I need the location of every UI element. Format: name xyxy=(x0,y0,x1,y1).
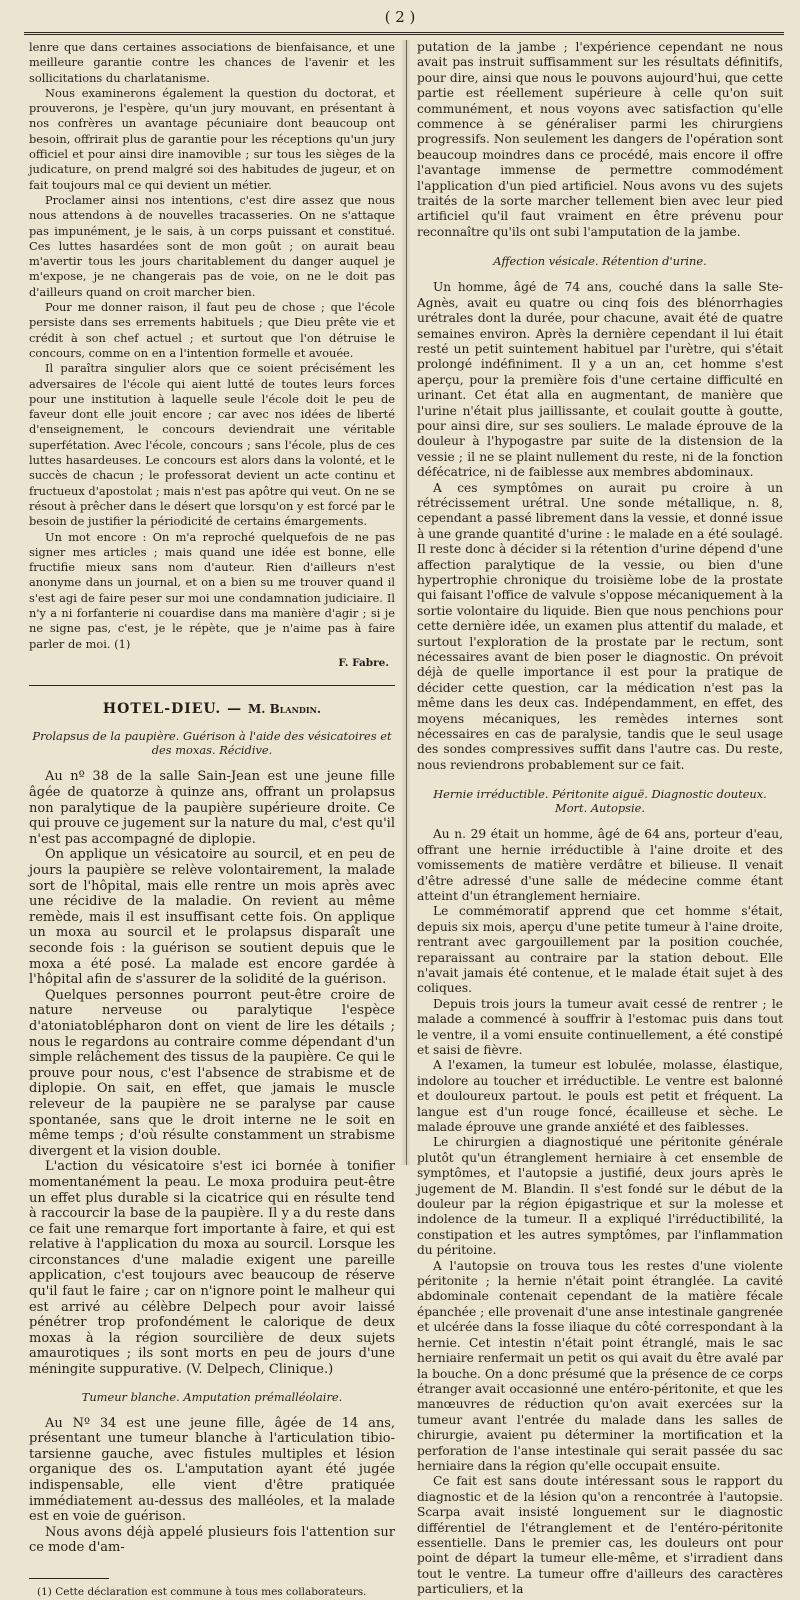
right-column xyxy=(417,40,783,1598)
paragraph: putation de la jambe ; l'expérience cependant ne nous avait pas instruit suffisamment sur les résultats définitifs, pour dire, ainsi que nous le pouvons aujourd'hui, que cette partie est réellement supérieure à celle qu'on suit communément, et nous voyons avec satisfaction qu'elle commence à se généraliser parmi les chirurgiens progressifs. Non seulement les dangers de l'opération sont beaucoup moindres dans ce procédé, mais encore il offre l'avantage immense de permettre commodément l'application d'un pied artificiel. Nous avons vu des sujets traités de la sorte marcher tellement bien avec leur pied artificiel qu'il faut vraiment en être prévenu pour reconnaître qu'ils ont subi l'amputation de la jambe. xyxy=(417,40,783,239)
case-title: Affection vésicale. Rétention d'urine. xyxy=(493,254,707,269)
paragraph: Un homme, âgé de 74 ans, couché dans la salle Ste-Agnès, avait eu quatre ou cinq fois des blénorrhagies urétrales dont la durée, pour chacune, avait été de quatre semaines environ. Après la dernière cependant il lui était resté un petit suintement habituel par l'urètre, qui s'était prolongé indéfiniment. Il y a un an, cet homme s'est aperçu, pour la première fois d'une certaine difficulté en urinant. Cet état alla en augmentant, de manière que l'urine n'était plus jaillissante, et coulait goutte à goutte, pour ainsi dire, sur ses souliers. Le malade éprouve de la douleur à l'hypogastre par suite de la distension de la vessie ; il ne se plaint nullement du reste, ni de la fonction défécatrice, ni de faiblesse aux membres abdominaux. xyxy=(417,280,783,480)
paragraph: L'action du vésicatoire s'est ici bornée à tonifier momentanément la peau. Le moxa produira peut-être un effet plus durable si la cicatrice qui en résulte tend à raccourcir la base de la paupière. Il y a du reste dans ce fait une remarque fort importante à faire, et qui est relative à l'application du moxa au sourcil. Lorsque les circonstances d'une maladie exigent une pareille application, c'est toujours avec beaucoup de réserve qu'il faut le faire ; car on n'ignore point le malheur qui est arrivé au célèbre Delpech pour avoir laissé pénétrer trop profondément le calorique de deux moxas à la région sourcilière de deux sujets amaurotiques ; ils sont morts en peu de jours d'une méningite suppurative. (V. Delpech, Clinique.) xyxy=(29,1159,395,1378)
footnote-rule xyxy=(29,1578,109,1579)
paragraph: Il paraîtra singulier alors que ce soient précisément les adversaires de l'école qui aient lutté de toutes leurs forces pour une institution à laquelle seule l'école doit le peu de faveur dont elle jouit encore ; car avec nos idées de liberté d'enseignement, le concours deviendrait une véritable superfétation. Avec l'école, concours ; sans l'école, plus de ces luttes hasardeuses. Le concours est alors dans la volonté, et le succès de chacun ; le professorat devient un acte continu et fructueux d'apostolat ; mais n'est pas apôtre qui veut. On ne se résout à prêcher dans le désert que lorsqu'on y est forcé par le besoin de justifier la périodicité de certains émargements. xyxy=(29,361,395,529)
paragraph: Un mot encore : On m'a reproché quelquefois de ne pas signer mes articles ; mais quand une idée est bonne, elle fructifie mieux sans nom d'auteur. Rien d'ailleurs n'est anonyme dans un journal, et on a bien su me trouver quand il s'est agi de faire peser sur moi une condamnation judiciaire. Il n'y a ni forfanterie ni couardise dans ma manière d'agir ; si je ne signe pas, c'est, je le répète, que je n'aime pas à faire parler de moi. (1) xyxy=(29,529,395,651)
paragraph: Quelques personnes pourront peut-être croire de nature nerveuse ou paralytique l'espèce d'atoniatoblépharon dont on vient de lire les détails ; nous le regardons au contraire comme dépendant d'un simple relâchement des tissus de la paupière. Ce qui le prouve pour nous, c'est l'absence de strabisme et de diplopie. On sait, en effet, que jamais le muscle releveur de la paupière ne se paralyse par cause spontanée, sans que le droit interne ne le soit en même temps ; d'où résulte constamment un strabisme divergent et la vision double. xyxy=(29,987,395,1159)
section-heading xyxy=(29,702,395,717)
header-rule xyxy=(24,32,784,35)
paragraph: Au n. 29 était un homme, âgé de 64 ans, porteur d'eau, offrant une hernie irréductible à l'aine droite et des vomissements de matière verdâtre et bilieuse. Il venait d'être adressé d'une salle de médecine comme étant atteint d'un étranglement herniaire. xyxy=(417,827,783,903)
paragraph: Le chirurgien a diagnostiqué une péritonite générale plutôt qu'un étranglement herniaire à cet ensemble de symptômes, et l'autopsie a justifié, deux jours après le jugement de M. Blandin. Il s'est fondé sur le début de la douleur par la région épigastrique et sur la molesse et indolence de la tumeur. Il a expliqué l'irréductibilité, la constipation et les autres symptômes, par l'inflammation du péritoine. xyxy=(417,1135,783,1258)
section-chief: M. Blandin. xyxy=(247,702,322,717)
paragraph: A ces symptômes on aurait pu croire à un rétrécissement urétral. Une sonde métallique, n. 8, cependant a passé librement dans la vessie, et donné issue à une grande quantité d'urine : le malade en a été soulagé. Il reste donc à décider si la rétention d'urine dépend d'une affection paralytique de la vessie, ou bien d'une hypertrophie chronique du troisième lobe de la prostate qui faisant l'office de valvule s'oppose mécaniquement à la sortie volontaire du liquide. Bien que nous penchions pour cette dernière idée, un examen plus attentif du malade, et surtout l'exploration de la prostate par le rectum, sont nécessaires avant de bien poser le diagnostic. On prévoit déjà de quelle importance il est pour la pratique de décider cette question, car la médication n'est pas la même dans les deux cas. Indépendamment, en effet, des moyens mécaniques, les remèdes internes sont nécessaires en cas de paralysie, tandis que le seul usage des sondes compressives suffit dans l'autre cas. Du reste, nous reviendrons probablement sur ce fait. xyxy=(417,480,783,772)
section-rule xyxy=(29,685,395,686)
paragraph: Ce fait est sans doute intéressant sous le rapport du diagnostic et de la lésion qu'on a rencontrée à l'autopsie. Scarpa avait insisté longuement sur le diagnostic différentiel de l'étranglement et de l'entéro-péritonite essentielle. Dans le premier cas, les douleurs ont pour point de départ la tumeur elle-même, et s'irradient dans tout le ventre. La tumeur offre d'ailleurs des caractères particuliers, et la xyxy=(417,1474,783,1597)
section-title: HOTEL-DIEU. — xyxy=(102,701,243,718)
paragraph: Nous examinerons également la question du doctorat, et prouverons, je l'espère, qu'un jury mouvant, en présentant à nos confrères un avantage pécuniaire dont beaucoup ont besoin, offrirait plus de garantie pour les réceptions qu'un jury officiel et pour ainsi dire inamovible ; sur tous les sièges de la judicature, on prend malgré soi des habitudes de jugeur, et on fait toujours mal ce qui devient un métier. xyxy=(29,85,395,192)
case-title: Prolapsus de la paupière. Guérison à l'aide des vésicatoires et des moxas. Récidive. xyxy=(32,729,392,758)
author-signature: F. Fabre. xyxy=(338,656,389,669)
case-title: Tumeur blanche. Amputation prémalléolaire. xyxy=(81,1389,343,1404)
paragraph: Pour me donner raison, il faut peu de chose ; que l'école persiste dans ses errements habituels ; que Dieu prête vie et crédit à son chef actuel ; et surtout que l'on détruise le concours, comme on en a l'intention formelle et avouée. xyxy=(29,300,395,360)
footnote: (1) Cette déclaration est commune à tous mes collaborateurs. xyxy=(37,1585,367,1598)
page-number: ( 2 ) xyxy=(384,8,416,26)
left-column xyxy=(29,40,395,1600)
paragraph: Au nº 38 de la salle Sain-Jean est une jeune fille âgée de quatorze à quinze ans, offrant un prolapsus non paralytique de la paupière supérieure droite. Ce qui prouve ce jugement sur la nature du mal, c'est qu'il n'est pas accompagné de diplopie. xyxy=(29,769,395,847)
paragraph: Au Nº 34 est une jeune fille, âgée de 14 ans, présentant une tumeur blanche à l'articulation tibio-tarsienne gauche, avec fistules multiples et lésion organique des os. L'amputation ayant été jugée indispensable, elle vient d'être pratiquée immédiatement au-dessus des malléoles, et la malade est en voie de guérison. xyxy=(29,1415,395,1525)
paragraph: lenre que dans certaines associations de bienfaisance, et une meilleure garantie contre les chances de l'avenir et les sollicitations du charlatanisme. xyxy=(29,40,395,85)
paragraph: Nous avons déjà appelé plusieurs fois l'attention sur ce mode d'am- xyxy=(29,1524,395,1556)
case-title: Hernie irréductible. Péritonite aiguë. Diagnostic douteux. Mort. Autopsie. xyxy=(433,787,767,816)
paragraph: A l'examen, la tumeur est lobulée, molasse, élastique, indolore au toucher et irréductible. Le ventre est balonné et douloureux partout. le pouls est petit et fréquent. La langue est d'un rouge foncé, écailleuse et sèche. Le malade éprouve une grande anxiété et des faiblesses. xyxy=(417,1058,783,1134)
paragraph: A l'autopsie on trouva tous les restes d'une violente péritonite ; la hernie n'était point étranglée. La cavité abdominale contenait cependant de la matière fécale épanchée ; elle provenait d'une anse intestinale gangrenée et ulcérée dans la fosse iliaque du côté correspondant à la hernie. Cet intestin n'était point étranglé, mais le sac herniaire renfermait un petit os qui avait du être avalé par la bouche. On a donc présumé que la présence de ce corps étranger avait occasionné une entéro-péritonite, et que les manœuvres de réduction qu'on avait exercées sur la tumeur avant l'entrée du malade dans les salles de chirurgie, avaient pu déterminer la mortification et la perforation de l'anse intestinale qui serait passée du sac herniaire dans la région qu'elle occupait ensuite. xyxy=(417,1258,783,1473)
paragraph: Proclamer ainsi nos intentions, c'est dire assez que nous nous attendons à de nouvelles tracasseries. On ne s'attaque pas impunément, je le sais, à un corps puissant et constitué. Ces luttes hasardées sont de mon goût ; on aurait beau m'avertir tous les jours charitablement du danger auquel je m'expose, je ne changerais pas de voie, on ne le doit pas d'ailleurs quand on croit marcher bien. xyxy=(29,192,395,299)
paragraph: Depuis trois jours la tumeur avait cessé de rentrer ; le malade a commencé à souffrir à l'estomac puis dans tout le ventre, il a vomi ensuite continuellement, a été constipé et saisi de fièvre. xyxy=(417,996,783,1057)
paragraph: Le commémoratif apprend que cet homme s'était, depuis six mois, aperçu d'une petite tumeur à l'aine droite, rentrant avec gargouillement par la position couchée, reparaissant au contraire par la station debout. Elle n'avait jamais été contenue, et le malade était sujet à des coliques. xyxy=(417,904,783,996)
paragraph: On applique un vésicatoire au sourcil, et en peu de jours la paupière se relève volontairement, la malade sort de l'hôpital, mais elle rentre un mois après avec une récidive de la maladie. On revient au même remède, mais il est insuffisant cette fois. On applique un moxa au sourcil et le prolapsus disparaît une seconde fois : la guérison se soutient depuis que le moxa a été posé. La malade est encore gardée à l'hôpital afin de s'assurer de la solidité de la guérison. xyxy=(29,847,395,988)
column-separator xyxy=(406,40,407,1165)
